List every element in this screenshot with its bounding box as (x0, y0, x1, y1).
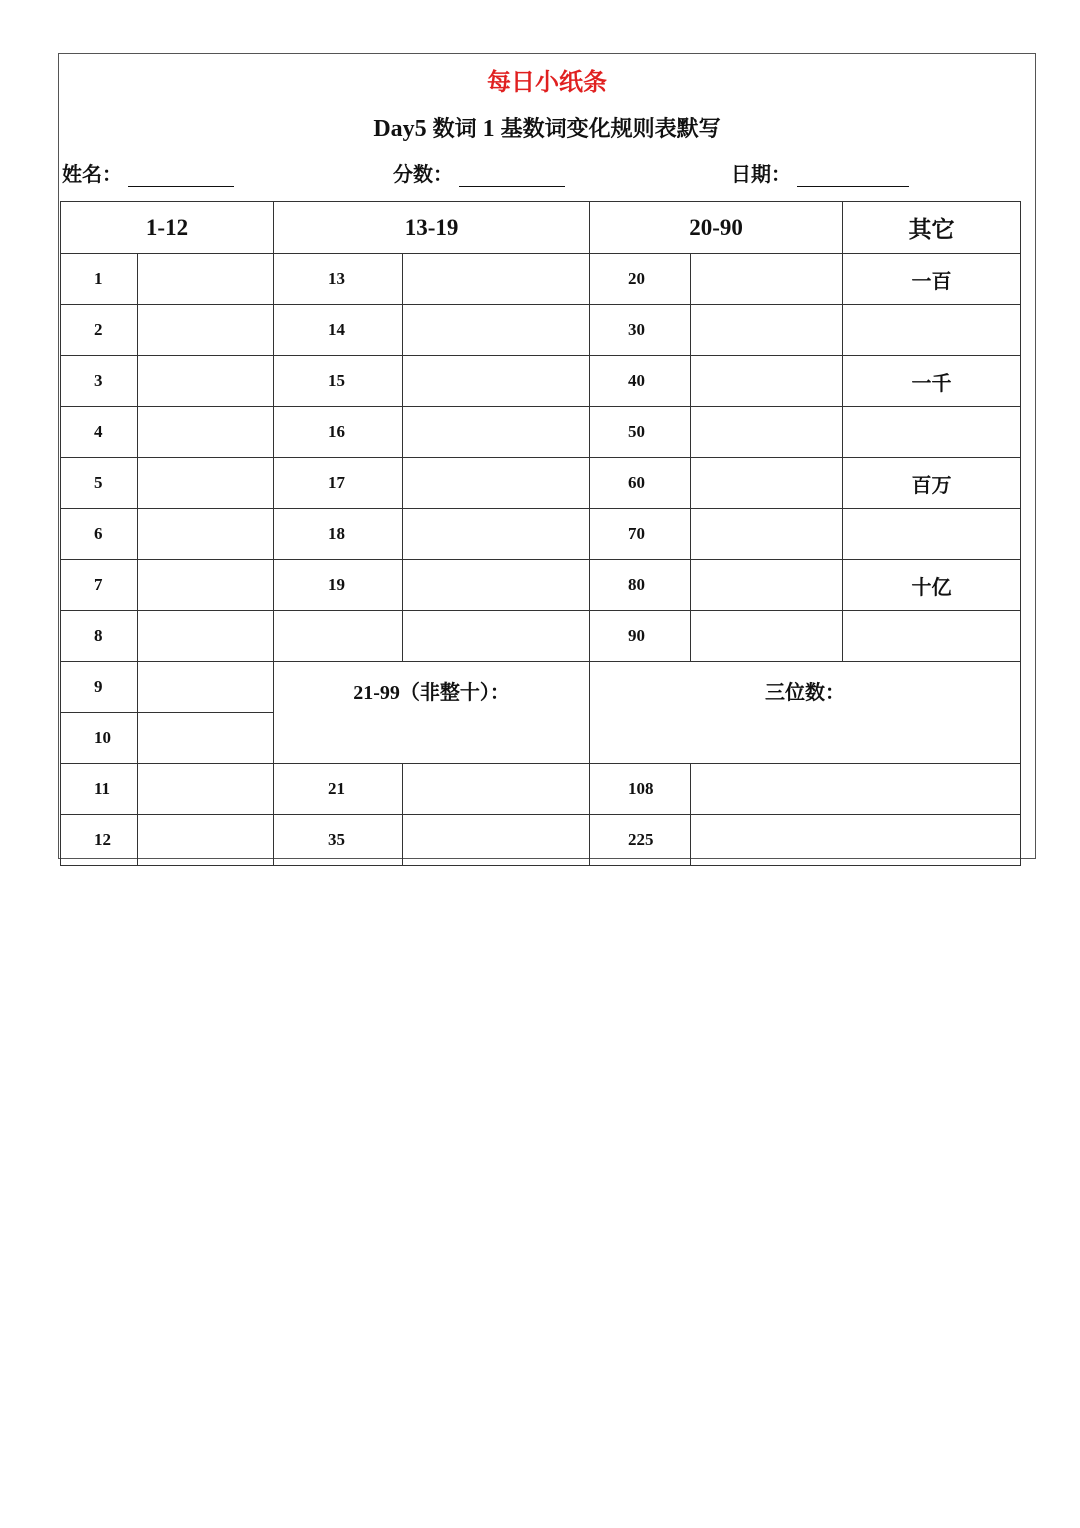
number-cell: 108 (590, 764, 691, 815)
title-day: Day5 (373, 116, 433, 142)
table-header-row (61, 202, 1021, 254)
other-word-cell: 十亿 (843, 560, 1021, 611)
column-header-1-12: 1-12 (61, 202, 274, 254)
table-row (61, 764, 1021, 815)
table-row (61, 254, 1021, 305)
answer-cell[interactable] (138, 458, 274, 509)
number-cell: 35 (274, 815, 403, 866)
answer-cell[interactable] (403, 254, 590, 305)
column-header-13-19: 13-19 (274, 202, 590, 254)
answer-cell[interactable] (691, 305, 843, 356)
section-21-99-range: 21-99 (353, 682, 400, 704)
number-cell: 12 (61, 815, 138, 866)
answer-cell[interactable] (138, 305, 274, 356)
answer-cell[interactable] (691, 560, 843, 611)
score-label: 分数： (393, 162, 453, 186)
score-blank[interactable] (459, 164, 565, 187)
number-cell: 10 (61, 713, 138, 764)
rules-table (60, 201, 1021, 866)
section-21-99-header[interactable] (274, 662, 590, 764)
number-cell: 50 (590, 407, 691, 458)
answer-cell[interactable] (403, 356, 590, 407)
table-row (61, 305, 1021, 356)
number-cell: 9 (61, 662, 138, 713)
title-subject: 基数词变化规则表默写 (500, 117, 721, 142)
answer-cell[interactable] (403, 611, 590, 662)
number-cell: 18 (274, 509, 403, 560)
answer-cell[interactable] (691, 764, 1021, 815)
table-row (61, 611, 1021, 662)
other-word-cell: 一千 (843, 356, 1021, 407)
number-cell: 60 (590, 458, 691, 509)
date-label: 日期： (731, 162, 791, 186)
number-cell: 15 (274, 356, 403, 407)
empty-cell[interactable] (274, 611, 403, 662)
date-blank[interactable] (797, 164, 909, 187)
other-word-cell: 一百 (843, 254, 1021, 305)
title-topic: 数词 (432, 117, 477, 142)
number-cell: 21 (274, 764, 403, 815)
number-cell: 30 (590, 305, 691, 356)
table-row (61, 458, 1021, 509)
section-three-digit-header[interactable]: 三位数： (590, 662, 1021, 764)
answer-cell[interactable] (138, 662, 274, 713)
answer-cell[interactable] (403, 560, 590, 611)
answer-cell[interactable] (138, 713, 274, 764)
worksheet-title (59, 112, 1035, 143)
name-field (62, 158, 234, 187)
answer-cell[interactable] (691, 407, 843, 458)
answer-cell[interactable] (403, 815, 590, 866)
table-row (61, 407, 1021, 458)
number-cell: 70 (590, 509, 691, 560)
answer-cell[interactable] (138, 560, 274, 611)
answer-cell[interactable] (403, 305, 590, 356)
answer-cell[interactable] (691, 509, 843, 560)
number-cell: 1 (61, 254, 138, 305)
other-word-cell: 百万 (843, 458, 1021, 509)
number-cell: 17 (274, 458, 403, 509)
number-cell: 16 (274, 407, 403, 458)
table-row (61, 662, 1021, 713)
score-field (393, 158, 565, 187)
table-row (61, 509, 1021, 560)
number-cell: 6 (61, 509, 138, 560)
worksheet (58, 53, 1036, 859)
other-word-cell[interactable] (843, 509, 1021, 560)
other-word-cell[interactable] (843, 407, 1021, 458)
number-cell: 40 (590, 356, 691, 407)
column-header-other: 其它 (843, 202, 1021, 254)
answer-cell[interactable] (691, 458, 843, 509)
answer-cell[interactable] (138, 509, 274, 560)
section-21-99-note: （非整十）： (399, 680, 510, 704)
number-cell: 90 (590, 611, 691, 662)
name-label: 姓名： (62, 162, 122, 186)
number-cell: 11 (61, 764, 138, 815)
column-header-20-90: 20-90 (590, 202, 843, 254)
answer-cell[interactable] (138, 254, 274, 305)
answer-cell[interactable] (138, 764, 274, 815)
number-cell: 5 (61, 458, 138, 509)
answer-cell[interactable] (691, 815, 1021, 866)
number-cell: 4 (61, 407, 138, 458)
answer-cell[interactable] (138, 407, 274, 458)
number-cell: 3 (61, 356, 138, 407)
other-word-cell[interactable] (843, 611, 1021, 662)
number-cell: 2 (61, 305, 138, 356)
number-cell: 8 (61, 611, 138, 662)
answer-cell[interactable] (403, 458, 590, 509)
answer-cell[interactable] (403, 764, 590, 815)
date-field (731, 158, 909, 187)
table-row (61, 560, 1021, 611)
answer-cell[interactable] (691, 611, 843, 662)
answer-cell[interactable] (403, 509, 590, 560)
answer-cell[interactable] (138, 356, 274, 407)
answer-cell[interactable] (691, 254, 843, 305)
answer-cell[interactable] (691, 356, 843, 407)
answer-cell[interactable] (138, 611, 274, 662)
number-cell: 13 (274, 254, 403, 305)
table-row (61, 815, 1021, 866)
title-number: 1 (476, 116, 501, 142)
name-blank[interactable] (128, 164, 234, 187)
number-cell: 80 (590, 560, 691, 611)
number-cell: 19 (274, 560, 403, 611)
answer-cell[interactable] (138, 815, 274, 866)
table-row (61, 356, 1021, 407)
brand-title: 每日小纸条 (487, 68, 607, 96)
number-cell: 7 (61, 560, 138, 611)
other-word-cell[interactable] (843, 305, 1021, 356)
number-cell: 20 (590, 254, 691, 305)
number-cell: 14 (274, 305, 403, 356)
answer-cell[interactable] (403, 407, 590, 458)
number-cell: 225 (590, 815, 691, 866)
